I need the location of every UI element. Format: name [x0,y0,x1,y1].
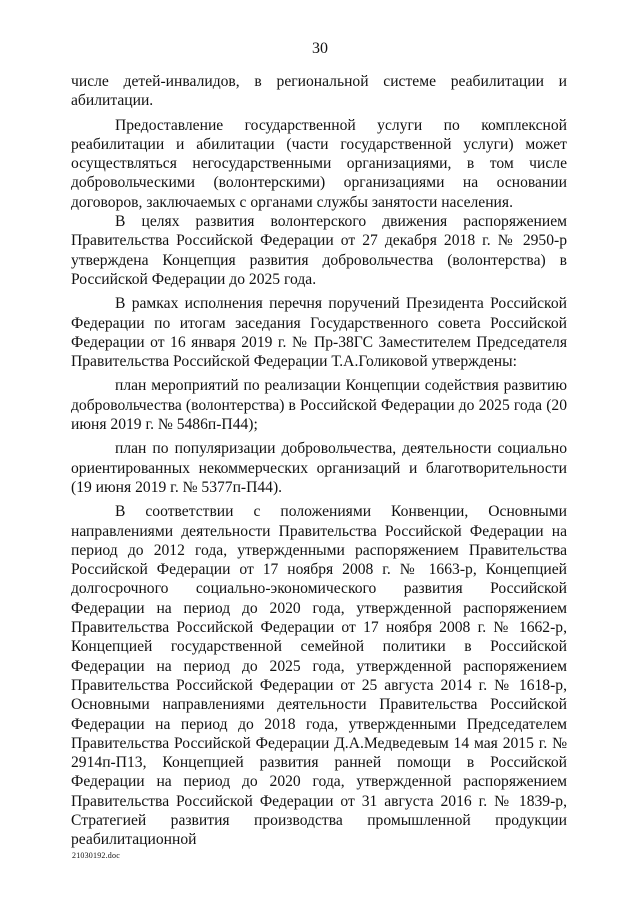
paragraph-3: В целях развития волонтерского движения распоряжением Правительства Российской Федерации от 27 декабря 2018 г. № 2950-р утверждена Концепция развития добровольчества (волонтерства) в Российской Федерации до 2025 года. [71,213,567,288]
document-body [71,72,567,850]
paragraph-5: В соответствии с положениями Конвенции, Основными направлениями деятельности Правительства Российской Федерации на период до 2012 года, утвержденными распоряжением Правительства Российской Федерации от 17 ноября 2008 г. № 1663-р, Концепцией долгосрочного социально-экономического развития Российской Федерации на период до 2020 года, утвержденной распоряжением Правительства Российской Федерации от 17 ноября 2008 г. № 1662-р, Концепцией государственной семейной политики в Российской Федерации на период до 2025 года, утвержденной распоряжением Правительства Российской Федерации от 25 августа 2014 г. № 1618-р, Основными направлениями деятельности Правительства Российской Федерации на период до 2018 года, утвержденными Председателем Правительства Российской Федерации Д.А.Медведевым 14 мая 2015 г. № 2914п-П13, Концепцией развития ранней помощи в Российской Федерации на период до 2020 года, утвержденной распоряжением Правительства Российской Федерации от 31 августа 2016 г. № 1839-р, Стратегией развития производства промышленной продукции реабилитационной [71,503,567,849]
footer-filename: 21030192.doc [72,851,120,860]
list-item-plan-1: план мероприятий по реализации Концепции содействия развитию добровольчества (волонтерства) в Российской Федерации до 2025 года (20 июня 2019 г. № 5486п-П44); [71,377,567,434]
paragraph-1: числе детей-инвалидов, в региональной системе реабилитации и абилитации. [71,73,567,110]
paragraph-2: Предоставление государственной услуги по комплексной реабилитации и абилитации (части государственной услуги) может осуществляться негосударственными организациями, в том числе добровольческими (волонтерскими) организациями на основании договоров, заключаемых с органами службы занятости населения. [71,116,567,211]
page-number: 30 [312,40,328,57]
paragraph-4: В рамках исполнения перечня поручений Президента Российской Федерации по итогам заседания Государственного совета Российской Федерации от 16 января 2019 г. № Пр-38ГС Заместителем Председателя Правительства Российской Федерации Т.А.Голиковой утверждены: [71,295,567,371]
list-item-plan-2: план по популяризации добровольчества, деятельности социально ориентированных некоммерческих организаций и благотворительности (19 июня 2019 г. № 5377п-П44). [71,440,567,496]
